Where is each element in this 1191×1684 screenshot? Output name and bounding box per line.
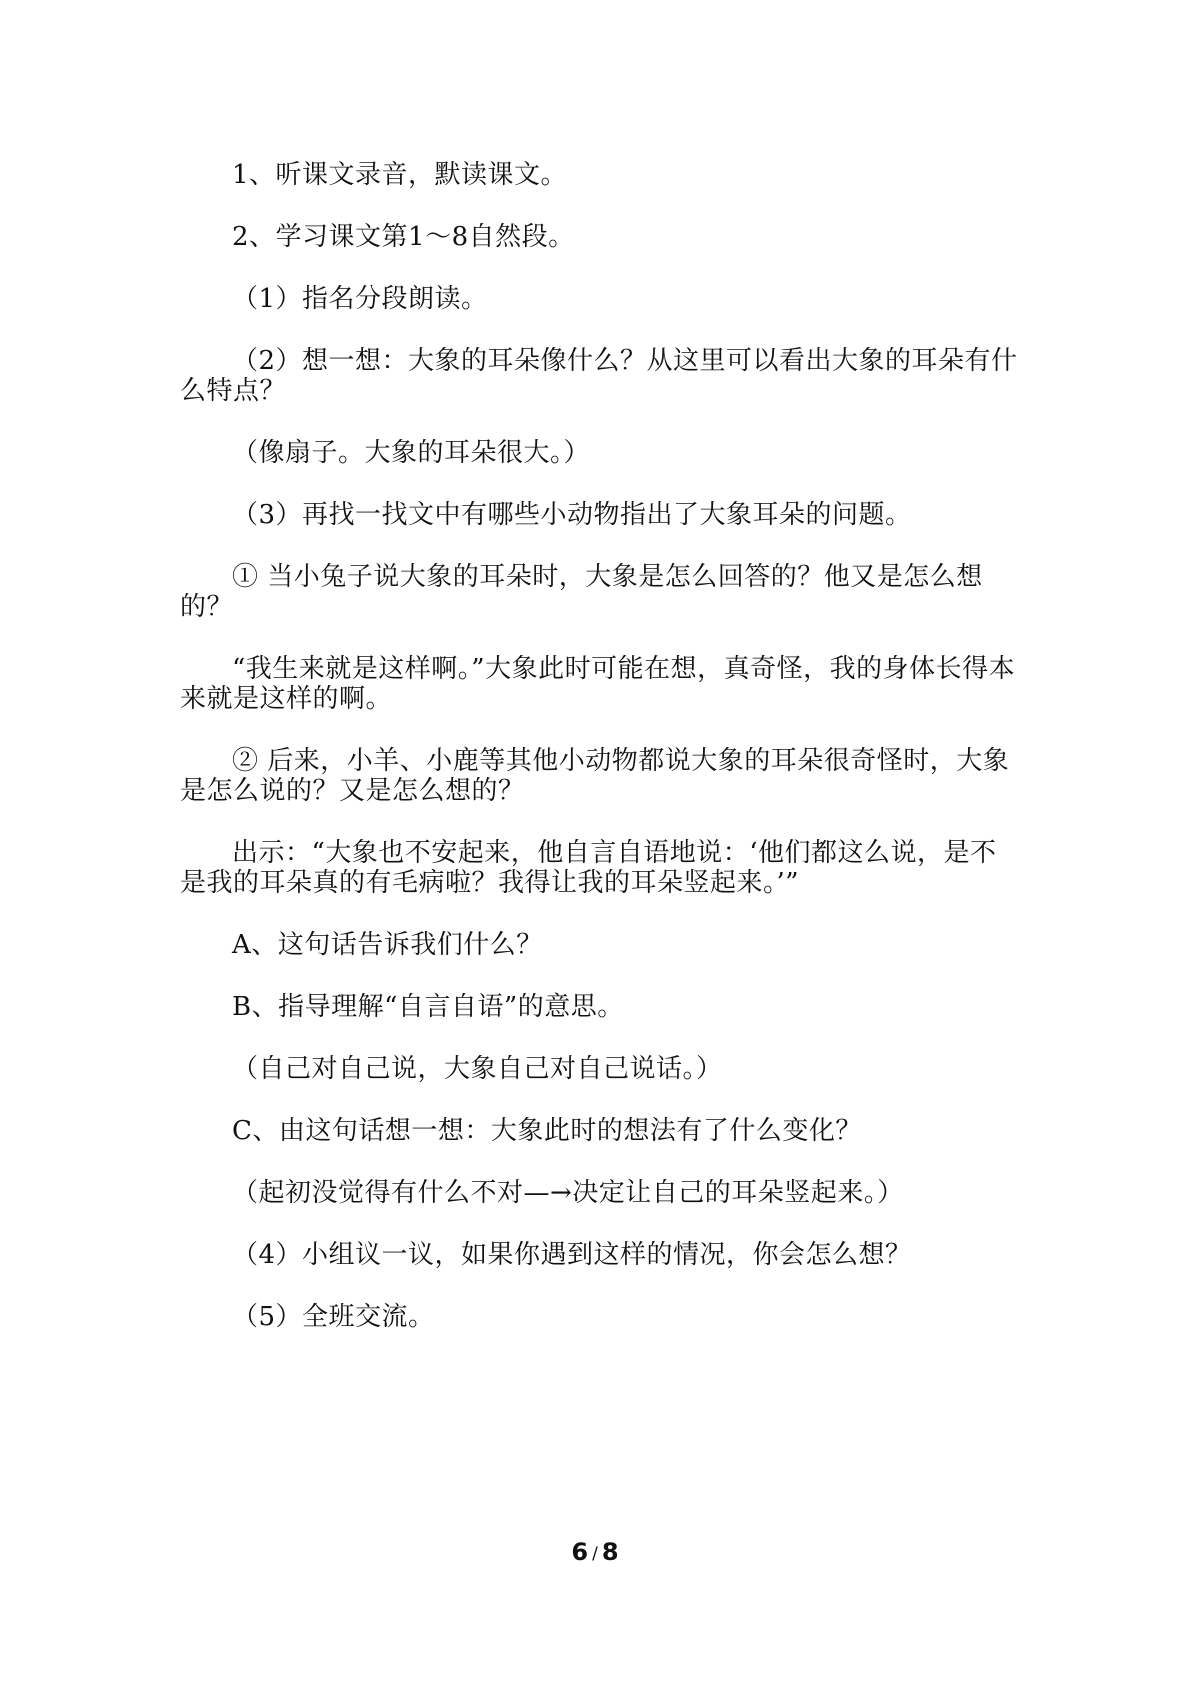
- paragraph-item-a: A、这句话告诉我们什么？: [232, 930, 543, 960]
- paragraph-item-c: C、由这句话想一想：大象此时的想法有了什么变化？: [232, 1116, 862, 1146]
- paragraph-self-talk-answer: （自己对自己说，大象自己对自己说话。）: [232, 1054, 723, 1084]
- paragraph-step-2: （2）想一想：大象的耳朵像什么？从这里可以看出大象的耳朵有什么特点？: [180, 346, 1018, 406]
- paragraph-elephant-reply: “我生来就是这样啊。”大象此时可能在想，真奇怪，我的身体长得本来就是这样的啊。: [180, 654, 1016, 714]
- paragraph-answer-fan: （像扇子。大象的耳朵很大。）: [232, 438, 591, 468]
- page-total: 8: [601, 1538, 620, 1566]
- page-separator: /: [592, 1544, 599, 1564]
- page-current: 6: [571, 1538, 590, 1566]
- paragraph-quote-shown: 出示：“大象也不安起来，他自言自语地说：‘他们都这么说，是不是我的耳朵真的有毛病啦？我得让我的耳朵竖起来。’”: [180, 838, 997, 898]
- paragraph-other-animals: ② 后来，小羊、小鹿等其他小动物都说大象的耳朵很奇怪时，大象是怎么说的？又是怎么想的？: [180, 746, 1010, 806]
- paragraph-step-4: （4）小组议一议，如果你遇到这样的情况，你会怎么想？: [232, 1240, 912, 1270]
- paragraph-step-1: （1）指名分段朗读。: [232, 284, 488, 314]
- paragraph-step-3: （3）再找一找文中有哪些小动物指出了大象耳朵的问题。: [232, 500, 912, 530]
- paragraph-item-b: B、指导理解“自言自语”的意思。: [232, 992, 624, 1022]
- paragraph-study-sections: 2、学习课文第1～8自然段。: [232, 222, 575, 252]
- paragraph-change-answer: （起初没觉得有什么不对—→决定让自己的耳朵竖起来。）: [232, 1178, 904, 1208]
- body-text: [180, 160, 1020, 1364]
- paragraph-step-5: （5）全班交流。: [232, 1302, 435, 1332]
- paragraph-listen-recording: 1、听课文录音，默读课文。: [232, 160, 568, 190]
- page-number: [0, 1538, 1191, 1566]
- paragraph-rabbit-question: ① 当小兔子说大象的耳朵时，大象是怎么回答的？他又是怎么想的？: [180, 562, 983, 622]
